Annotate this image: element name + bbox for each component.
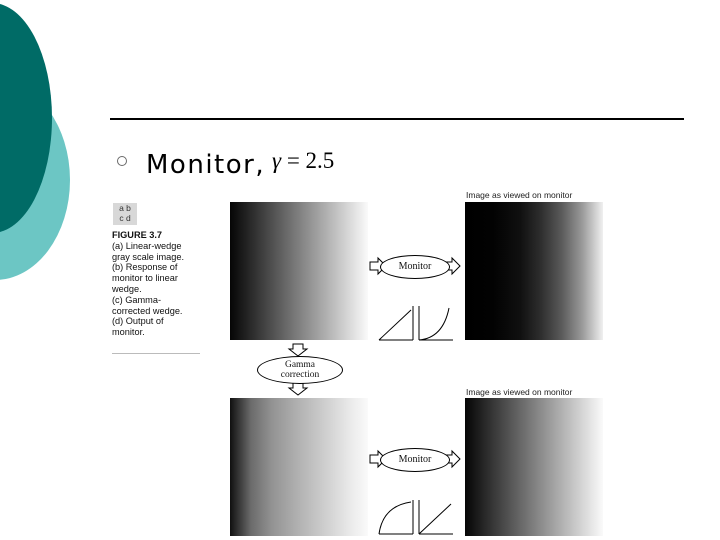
monitor-output-wedge-bottom — [465, 398, 603, 536]
figure-number: FIGURE 3.7 — [112, 230, 163, 240]
monitor-oval-bottom: Monitor — [380, 448, 450, 472]
caption-line: monitor. — [112, 327, 145, 338]
gamma-label-line2: correction — [280, 370, 320, 380]
inverse-gamma-curve-plot — [379, 500, 413, 534]
panel-letters-row2: c d — [119, 213, 131, 223]
gamma-formula — [272, 148, 334, 174]
decorative-circles — [0, 0, 110, 300]
response-curves-top — [377, 304, 457, 342]
caption-line: wedge. — [112, 283, 142, 294]
panel-letters — [113, 203, 137, 225]
gamma-corrected-wedge-image — [230, 398, 368, 536]
caption-line: monitor to linear — [112, 273, 178, 284]
gamma-value: = 2.5 — [281, 148, 335, 173]
title-divider — [110, 118, 684, 120]
linear-output-plot — [419, 500, 453, 534]
linear-curve-plot — [379, 306, 413, 340]
bullet-circle-icon — [117, 156, 127, 166]
arrow-down-icon — [289, 344, 307, 356]
caption-line: (b) Response of — [112, 262, 178, 273]
figure-caption — [112, 230, 202, 338]
caption-line: corrected wedge. — [112, 305, 183, 316]
arrow-down-icon — [289, 383, 307, 395]
gamma-symbol: γ — [272, 148, 282, 173]
bullet-text: Monitor, — [146, 150, 266, 180]
gamma-correction-oval — [257, 356, 343, 384]
panel-letters-row1: a b — [119, 203, 131, 213]
monitor-output-wedge-top — [465, 202, 603, 340]
caption-line: (c) Gamma- — [112, 294, 161, 305]
caption-line: gray scale image. — [112, 251, 185, 262]
viewed-on-monitor-label-bottom: Image as viewed on monitor — [466, 387, 573, 397]
caption-line: (d) Output of — [112, 316, 164, 327]
linear-wedge-image — [230, 202, 368, 340]
monitor-oval-top: Monitor — [380, 255, 450, 279]
caption-line: (a) Linear-wedge — [112, 240, 182, 251]
caption-divider — [112, 353, 200, 354]
gamma-curve-plot — [419, 306, 453, 340]
gamma-label-line1: Gamma — [284, 360, 316, 370]
response-curves-bottom — [377, 498, 457, 536]
viewed-on-monitor-label-top: Image as viewed on monitor — [466, 190, 573, 200]
